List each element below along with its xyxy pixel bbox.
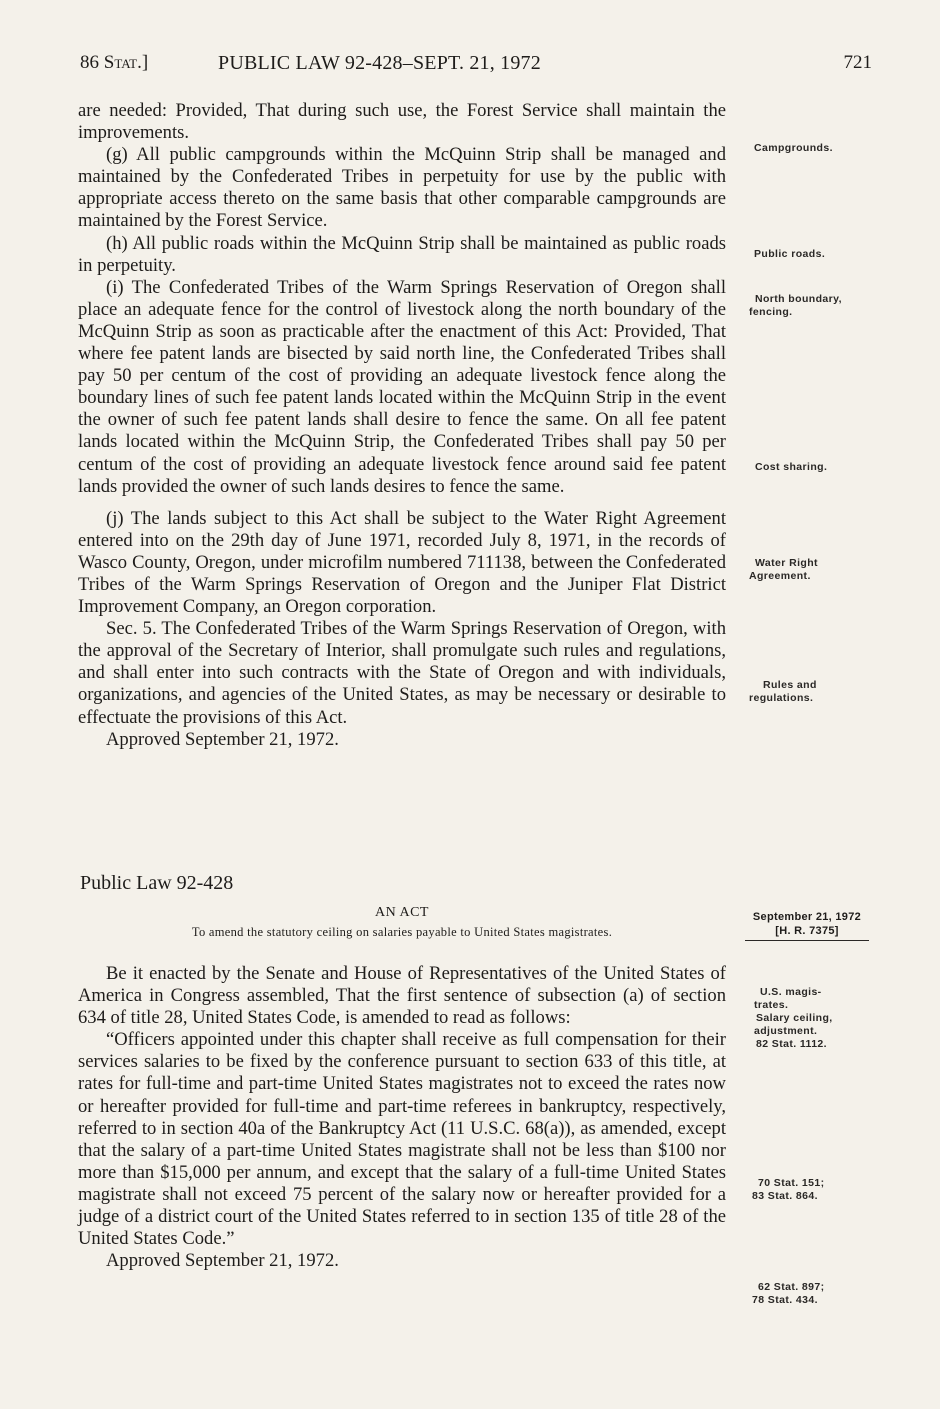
margin-note-stat-62-78: 62 Stat. 897; 78 Stat. 434. bbox=[752, 1281, 825, 1306]
divider bbox=[745, 940, 869, 941]
approved-date-2: Approved September 21, 1972. bbox=[106, 1250, 339, 1272]
paragraph-i: (i) The Confederated Tribes of the Warm Springs Reservation of Oregon shall place an adequate fence for the control of livestock along the north boundary of the McQuinn Strip as soon as practicable after the enactment of this Act: Provided, That where fee patent lands are bisected by said north line, the Confederated Tribes shall pay 50 per centum of the cost of providing an adequate livestock fence along the boundary lines of such fee patent lands located within the McQuinn Strip in the event the owner of such fee patent lands shall desire to fence the same. On all fee patent lands located within the McQuinn Strip, the Confederated Tribes shall pay 50 per centum of the cost of providing an adequate livestock fence around said fee patent lands provided the owner of such lands desires to fence the same. bbox=[78, 276, 726, 497]
an-act-heading: AN ACT bbox=[375, 905, 429, 920]
approved-date-1: Approved September 21, 1972. bbox=[106, 728, 339, 750]
margin-note-stat-70-83: 70 Stat. 151; 83 Stat. 864. bbox=[752, 1177, 825, 1202]
margin-note-date-bill: September 21, 1972 [H. R. 7375] bbox=[737, 910, 877, 941]
main-text-upper bbox=[78, 100, 726, 751]
margin-note-rules: Rules and regulations. bbox=[749, 679, 817, 704]
public-law-title: Public Law 92-428 bbox=[80, 872, 234, 894]
page-number: 721 bbox=[843, 52, 872, 73]
volume-reference: 86 Stat.] bbox=[80, 52, 149, 73]
section-5: Sec. 5. The Confederated Tribes of the Warm Springs Reservation of Oregon, with the approval of the Secretary of Interior, shall promulgate such rules and regulations, and shall enter into such contracts with the State of Oregon and with individuals, organizations, and agencies of the United States, as may be necessary or desirable to effectuate the provisions of this Act. bbox=[78, 618, 726, 728]
enacting-clause: Be it enacted by the Senate and House of Representatives of the United States of America in Congress assembled, That the first sentence of subsection (a) of section 634 of title 28, United States Code, is amended to read as follows: bbox=[78, 963, 726, 1029]
margin-note-public-roads: Public roads. bbox=[754, 248, 826, 260]
running-head: PUBLIC LAW 92-428–SEPT. 21, 1972 bbox=[218, 52, 541, 74]
paragraph-h: (h) All public roads within the McQuinn Strip shall be maintained as public roads in perpetuity. bbox=[78, 232, 726, 276]
page-header bbox=[80, 52, 872, 78]
margin-note-cost-sharing: Cost sharing. bbox=[755, 461, 828, 473]
paragraph-intro: are needed: Provided, That during such use, the Forest Service shall maintain the improvements. bbox=[78, 100, 726, 144]
main-text-lower bbox=[78, 963, 726, 1272]
paragraph-j: (j) The lands subject to this Act shall be subject to the Water Right Agreement entered into on the 29th day of June 1971, recorded July 8, 1971, in the records of Wasco County, Oregon, under microfilm numbered 711138, between the Confederated Tribes of the Warm Springs Reservation of Oregon and the Juniper Flat District Improvement Company, an Oregon corporation. bbox=[78, 507, 726, 618]
act-purpose: To amend the statutory ceiling on salaries payable to United States magistrates. bbox=[191, 925, 613, 939]
paragraph-g: (g) All public campgrounds within the McQuinn Strip shall be managed and maintained by the Confederated Tribes in perpetuity for use by the public with appropriate access thereto on the same basis that other comparable campgrounds are maintained by the Forest Service. bbox=[78, 144, 726, 232]
margin-note-water-right: Water Right Agreement. bbox=[749, 557, 818, 582]
amended-text-quote: “Officers appointed under this chapter shall receive as full compensation for their services salaries to be fixed by the conference pursuant to section 633 of this title, at rates for full-time and part-time United States magistrates not to exceed the rates now or hereafter provided for full-time and part-time referees in bankruptcy, respectively, referred to in section 40a of the Bankruptcy Act (11 U.S.C. 68(a)), as amended, except that the salary of a part-time United States magistrate shall not be less than $100 nor more than $15,000 per annum, and except that the salary of a full-time United States magistrate shall not exceed 75 percent of the salary now or hereafter provided for a judge of a district court of the United States referred to in section 135 of title 28 of the United States Code.” bbox=[78, 1029, 726, 1250]
margin-note-north-boundary: North boundary, fencing. bbox=[749, 293, 842, 318]
margin-note-campgrounds: Campgrounds. bbox=[754, 142, 833, 154]
margin-note-us-magistrates: U.S. magis- trates. Salary ceiling, adjustment. 82 Stat. 1112. bbox=[754, 986, 833, 1050]
